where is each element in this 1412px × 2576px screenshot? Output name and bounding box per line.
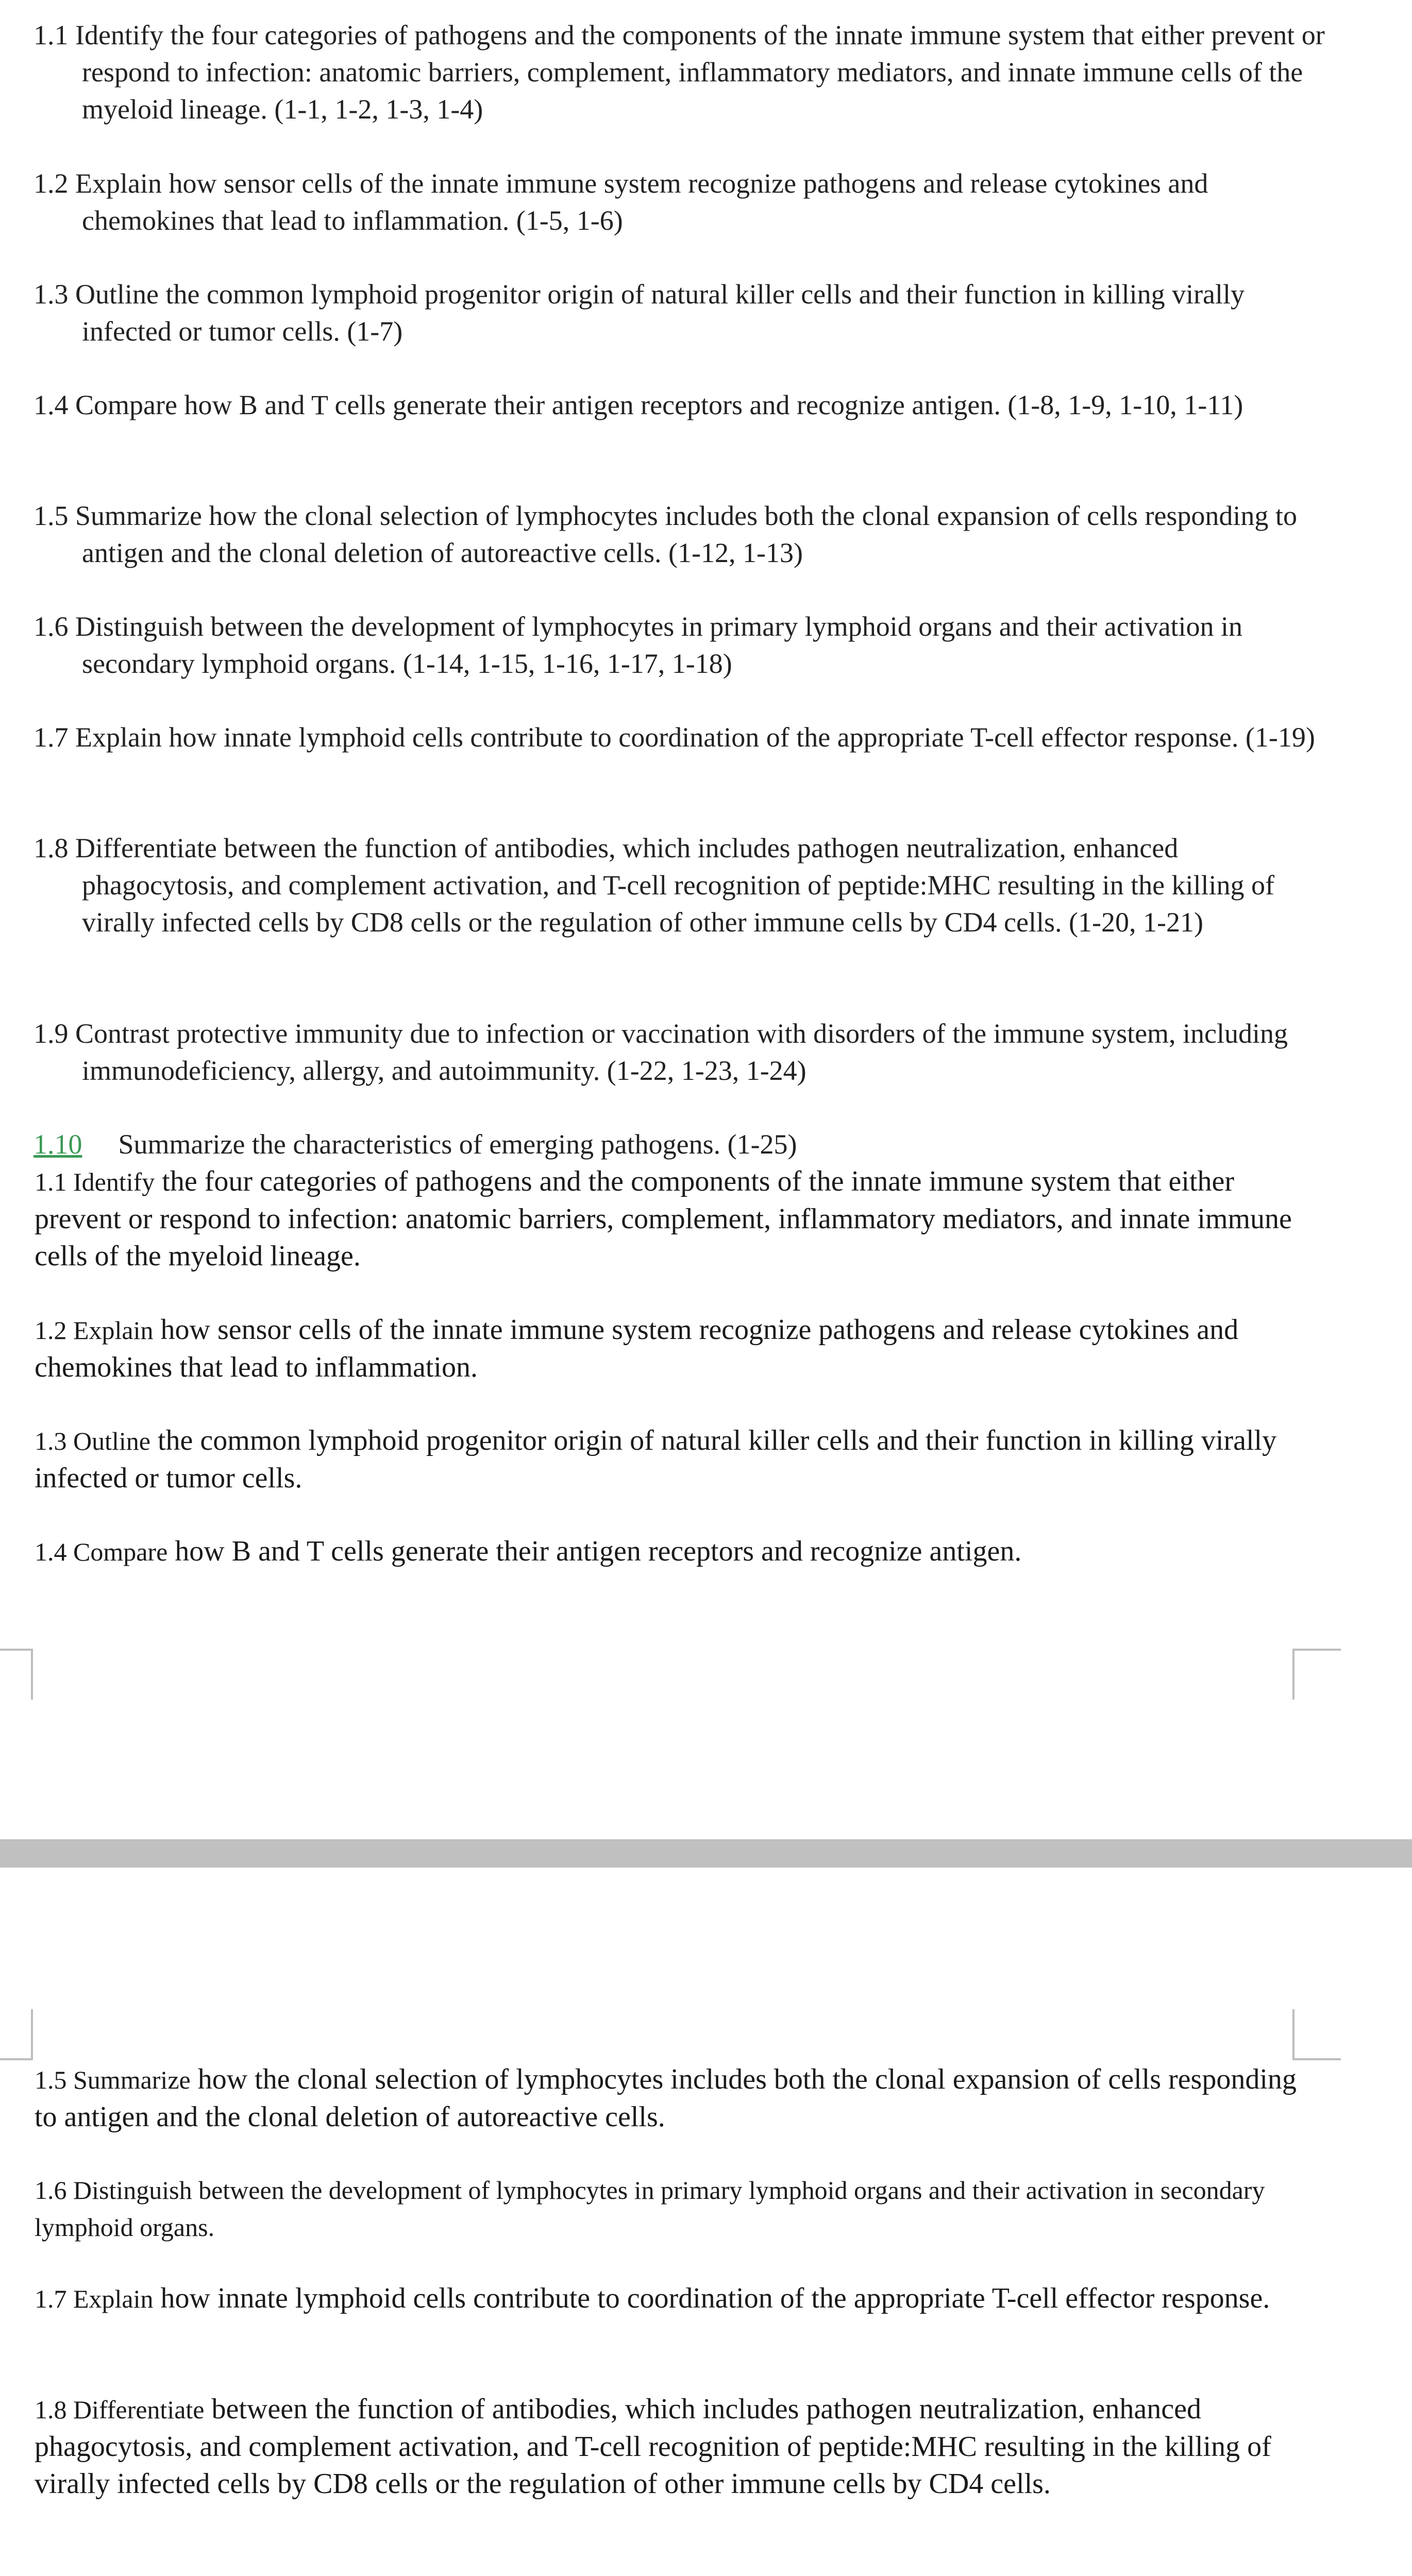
- objective-text: Explain how innate lymphoid cells contribute to coordination of the appropriate T-cell effector response. (1-19): [75, 722, 1315, 753]
- objective-text: Contrast protective immunity due to infection or vaccination with disorders of the immune system, including immunodeficiency, allergy, and autoimmunity. (1-22, 1-23, 1-24): [75, 1018, 1288, 1086]
- objective-1-9: [33, 1015, 1329, 1089]
- page-corner-mark: [0, 2009, 33, 2060]
- objective-1-1: [33, 16, 1329, 128]
- objective-text: the four categories of pathogens and the components of the innate immune system that either prevent or respond to infection: anatomic barriers, complement, inflammatory mediators, and innate immune cells of the myeloid lineage.: [35, 1165, 1292, 1272]
- plain-objective-1-5: [35, 2061, 1297, 2136]
- plain-objective-1-7: [35, 2280, 1297, 2317]
- objective-text: between the development of lymphocytes in primary lymphoid organs and their activation in secondary lymphoid organs.: [35, 2176, 1265, 2242]
- objective-number: 1.5 Summarize: [35, 2065, 191, 2094]
- page-corner-mark: [0, 1649, 33, 1700]
- objective-text: Explain how sensor cells of the innate immune system recognize pathogens and release cytokines and chemokines that lead to inflammation. (1-5, 1-6): [75, 168, 1208, 236]
- objective-number: 1.6: [33, 611, 69, 642]
- objective-text: how innate lymphoid cells contribute to coordination of the appropriate T-cell effector response.: [160, 2282, 1270, 2314]
- objective-number: 1.3: [33, 279, 69, 310]
- page-corner-mark: [1292, 1649, 1341, 1700]
- objective-text: Distinguish between the development of lymphocytes in primary lymphoid organs and their activation in secondary lymphoid organs. (1-14, 1-15, 1-16, 1-17, 1-18): [75, 611, 1243, 679]
- objective-1-8: [33, 829, 1329, 941]
- objective-1-5: [33, 497, 1329, 571]
- objective-1-7: [33, 719, 1329, 756]
- objective-number: 1.3 Outline: [35, 1427, 150, 1455]
- objective-number: 1.1 Identify: [35, 1167, 155, 1196]
- objective-number: 1.8: [33, 833, 69, 863]
- objective-number: 1.7: [33, 722, 69, 753]
- objective-number: 1.2 Explain: [35, 1316, 154, 1345]
- objective-number: 1.1: [33, 20, 69, 50]
- objective-text: Outline the common lymphoid progenitor origin of natural killer cells and their function in killing virally infected or tumor cells. (1-7): [75, 279, 1245, 347]
- objective-1-2: [33, 165, 1329, 239]
- plain-objective-1-6: [35, 2172, 1297, 2246]
- objective-text: Differentiate between the function of antibodies, which includes pathogen neutralization, enhanced phagocytosis, and complement activation, and T-cell recognition of peptide:MHC resulting in the killing of virally infected cells by CD8 cells or the regulation of other immune cells by CD4 cells. (1-20, 1-21): [75, 833, 1275, 938]
- plain-objective-1-3: [35, 1422, 1297, 1497]
- objective-number-link[interactable]: 1.10: [33, 1129, 82, 1160]
- page-corner-mark: [1292, 2009, 1341, 2060]
- objective-text: Summarize how the clonal selection of lymphocytes includes both the clonal expansion of cells responding to antigen and the clonal deletion of autoreactive cells. (1-12, 1-13): [75, 500, 1297, 568]
- objective-text: Identify the four categories of pathogens and the components of the innate immune system that either prevent or respond to infection: anatomic barriers, complement, inflammatory mediators, and innate immune cells of the myeloid lineage. (1-1, 1-2, 1-3, 1-4): [75, 20, 1325, 125]
- objective-text: how the clonal selection of lymphocytes includes both the clonal expansion of cells responding to antigen and the clonal deletion of autoreactive cells.: [35, 2063, 1297, 2133]
- objective-number: 1.5: [33, 500, 69, 531]
- objective-1-4: [33, 386, 1329, 423]
- objective-text: how B and T cells generate their antigen receptors and recognize antigen.: [175, 1535, 1022, 1567]
- plain-objective-1-1: [35, 1163, 1297, 1275]
- objective-text: how sensor cells of the innate immune system recognize pathogens and release cytokines and chemokines that lead to inflammation.: [35, 1314, 1239, 1383]
- plain-objective-1-4: [35, 1533, 1297, 1570]
- objective-number: 1.4: [33, 389, 69, 420]
- plain-objective-1-2: [35, 1311, 1297, 1386]
- objective-number: 1.4 Compare: [35, 1537, 168, 1566]
- objective-text: between the function of antibodies, which includes pathogen neutralization, enhanced phagocytosis, and complement activation, and T-cell recognition of peptide:MHC resulting in the killing of virally infected cells by CD8 cells or the regulation of other immune cells by CD4 cells.: [35, 2393, 1271, 2500]
- objective-number: 1.7 Explain: [35, 2284, 154, 2313]
- objective-1-6: [33, 608, 1329, 682]
- objective-1-3: [33, 276, 1329, 350]
- objective-number: 1.6 Distinguish: [35, 2176, 192, 2205]
- plain-objective-1-8: [35, 2391, 1297, 2502]
- objective-text: the common lymphoid progenitor origin of natural killer cells and their function in killing virally infected or tumor cells.: [35, 1425, 1277, 1494]
- objective-text: Summarize the characteristics of emerging pathogens. (1-25): [118, 1129, 797, 1160]
- objective-text: Compare how B and T cells generate their antigen receptors and recognize antigen. (1-8, 1-9, 1-10, 1-11): [75, 389, 1243, 420]
- objective-number: 1.9: [33, 1018, 69, 1049]
- page-separator: [0, 1839, 1412, 1868]
- objective-number: 1.8 Differentiate: [35, 2395, 205, 2424]
- objective-1-10: [33, 1126, 1329, 1163]
- objective-number: 1.2: [33, 168, 69, 199]
